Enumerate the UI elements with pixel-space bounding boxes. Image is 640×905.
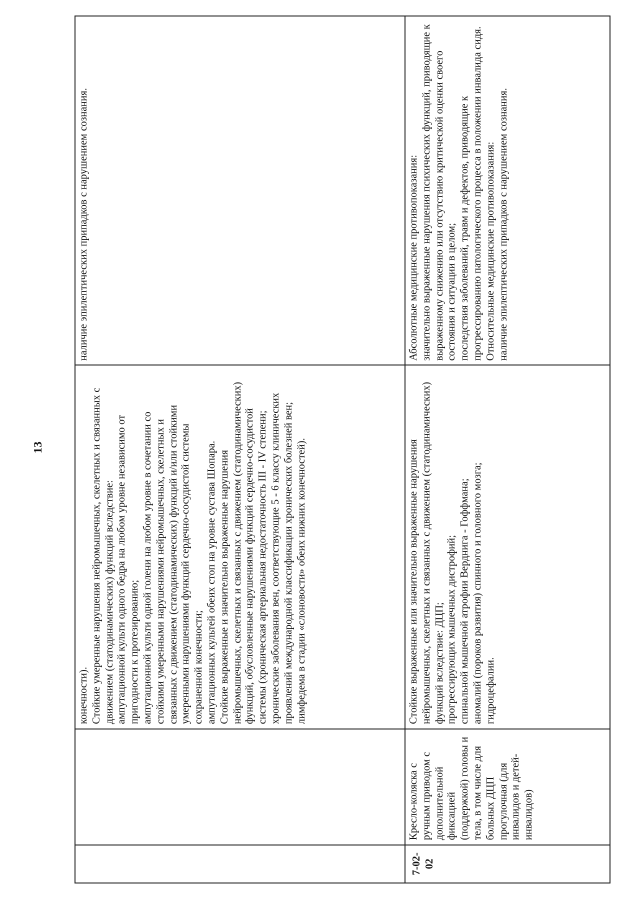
item-name-cell xyxy=(75,729,405,845)
contraindications-cell xyxy=(75,16,405,365)
table-row xyxy=(405,16,610,883)
contraindication-text: значительно выраженные нарушения психических функций, приводящие к выраженному снижению или отсутствию критической оценки своего состояния и ситуации в целом; xyxy=(421,24,458,361)
indication-text: ампутационной культи одной голени на любом уровне в сочетании со стойкими умеренными нарушениями нейромышечных, скелетных и связанных с движением (статодинамических) функций и/или стойкими умеренными нарушениями функций сердечно-сосудистой системы сохраненной конечности; xyxy=(142,404,205,725)
contraindication-text: последствия заболеваний, травм и дефектов, приводящие к прогрессированию патологического процесса в положении инвалида сидя. xyxy=(459,26,484,361)
rotated-page-content xyxy=(75,16,610,884)
indication-text: аномалий (пороков развития) спинного и головного мозга; xyxy=(472,462,484,725)
page-number: 13 xyxy=(30,441,45,454)
contraindication-text: наличие эпилептических припадков с нарушением сознания. xyxy=(498,88,510,361)
contraindication-text: наличие эпилептических припадков с нарушением сознания. xyxy=(78,88,90,361)
contraindication-heading: Относительные медицинские противопоказания: xyxy=(485,141,497,361)
document-table xyxy=(75,16,611,884)
item-code-cell: 7-02-02 xyxy=(405,845,610,883)
table-row xyxy=(75,16,405,883)
contraindication-heading: Абсолютные медицинские противопоказания: xyxy=(408,154,420,361)
indication-text: Стойкие выраженные и значительно выраженные нарушения нейромышечных, скелетных и связанных с движением (статодинамических) функций, обусловленные нарушениями функций сердечно-сосудистой системы (хроническая артериальная недостаточность III - IV степени; хронические заболевания вен, соответствующие 5 - 6 классу клинических проявлений международной классификации хронических болезней вен; лимфедема в стадии «слоновости» обеих нижних конечностей). xyxy=(219,381,308,725)
indications-cell xyxy=(75,365,405,728)
contraindications-cell xyxy=(405,16,610,365)
indication-text: спинальной мышечной атрофии Верднига - Гоффмана; xyxy=(459,478,471,725)
indication-text: Стойкие выраженные или значительно выраженные нарушения нейромышечных, скелетных и связанных с движением (статодинамических) функций вследствие: ДЦП; xyxy=(408,381,446,725)
indication-text: гидроцефалии. xyxy=(485,657,497,725)
indication-text: конечности). xyxy=(78,666,90,725)
indications-cell xyxy=(405,365,610,728)
indication-text: прогрессирующих мышечных дистрофий; xyxy=(446,534,458,725)
item-name-cell: Кресло-коляска с ручным приводом с дополнительной фиксацией (поддержкой) головы и тела, в том числе для больных ДЦП прогулочная (для инвалидов и детей-инвалидов) xyxy=(405,729,610,845)
indication-text: ампутационных культей обеих стоп на уровне сустава Шопара. xyxy=(206,440,218,725)
item-code-cell xyxy=(75,845,405,883)
indication-text: ампутационной культи одного бедра на любом уровне независимо от пригодности к протезированию; xyxy=(116,414,141,725)
indication-text: Стойкие умеренные нарушения нейромышечных, скелетных и связанных с движением (статодинамических) функций вследствие: xyxy=(91,387,116,725)
